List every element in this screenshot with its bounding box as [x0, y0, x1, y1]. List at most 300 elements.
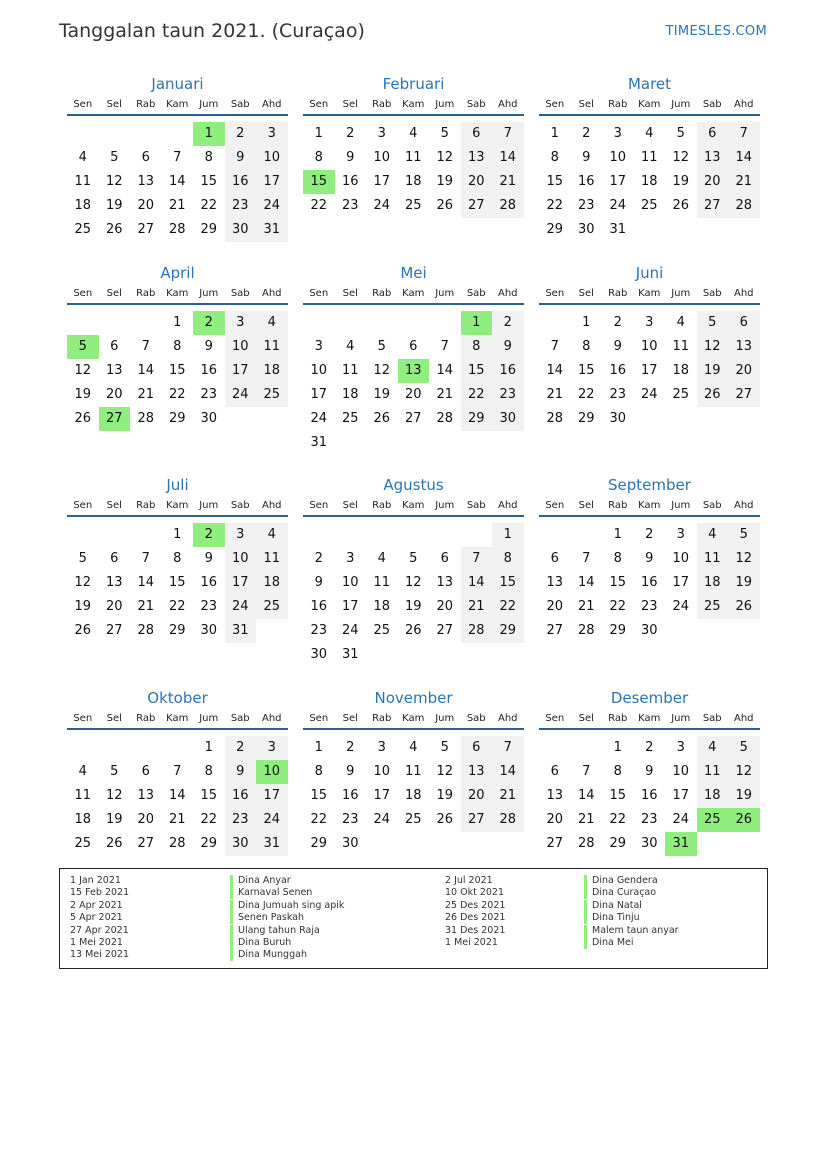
weekday-label: Ahd: [261, 99, 282, 110]
month-title: Desember: [610, 689, 689, 707]
day-cell: 23: [231, 812, 249, 827]
holiday-day-cell: 25: [697, 808, 729, 832]
day-cell: 24: [672, 812, 690, 827]
weekday-header: [67, 712, 288, 730]
day-cell: 28: [168, 836, 186, 851]
weekday-header: [539, 712, 760, 730]
day-cell: 3: [377, 126, 386, 141]
legend-date: 1 Mei 2021: [445, 937, 498, 948]
day-cell: 15: [546, 174, 564, 189]
day-cell: 7: [173, 764, 182, 779]
day-cell: 18: [74, 812, 92, 827]
day-cell: 28: [499, 812, 517, 827]
day-cell: 10: [341, 575, 359, 590]
day-cell: 21: [168, 198, 186, 213]
day-cell: 16: [200, 363, 218, 378]
weekday-label: Sel: [578, 288, 594, 299]
legend-date: 31 Des 2021: [445, 924, 506, 936]
day-cell: 20: [436, 599, 454, 614]
day-cell: 30: [640, 623, 658, 638]
day-cell: 9: [236, 150, 245, 165]
weekday-header: [539, 98, 760, 116]
weekday-label: Jum: [199, 500, 219, 511]
day-cell: 26: [105, 836, 123, 851]
day-cell: 11: [74, 788, 92, 803]
month-februari: [303, 74, 524, 214]
legend-date: 13 Mei 2021: [70, 949, 129, 961]
day-cell: 23: [341, 812, 359, 827]
day-cell: 22: [200, 812, 218, 827]
day-cell: 11: [373, 575, 391, 590]
day-cell: 3: [267, 126, 276, 141]
day-cell: 15: [609, 788, 627, 803]
month-desember: [539, 688, 760, 852]
day-cell: 28: [735, 198, 753, 213]
day-cell: 24: [263, 198, 281, 213]
day-cell: 6: [409, 339, 418, 354]
day-cell: 10: [373, 150, 391, 165]
day-cell: 6: [141, 150, 150, 165]
legend-date: 15 Feb 2021: [70, 887, 130, 899]
day-cell: 7: [440, 339, 449, 354]
weekday-label: Jum: [671, 99, 691, 110]
site-link[interactable]: TIMESLES.COM: [665, 24, 767, 39]
day-cell: 2: [503, 315, 512, 330]
day-cell: 26: [672, 198, 690, 213]
weekday-label: Ahd: [733, 500, 754, 511]
day-cell: 30: [231, 836, 249, 851]
month-november: [303, 688, 524, 852]
day-cell: 7: [472, 551, 481, 566]
legend-holiday-name: Ulang tahun Raja: [230, 925, 320, 937]
day-cell: 26: [74, 623, 92, 638]
day-cell: 12: [105, 788, 123, 803]
weekday-label: Kam: [166, 99, 189, 110]
day-cell: 23: [640, 812, 658, 827]
legend-date: 5 Apr 2021: [70, 912, 123, 924]
weekday-label: Sen: [309, 500, 329, 511]
weekday-label: Ahd: [261, 500, 282, 511]
weekday-label: Sel: [342, 713, 358, 724]
month-juni: [539, 263, 760, 427]
day-cell: 20: [546, 812, 564, 827]
day-cell: 17: [263, 788, 281, 803]
weekday-label: Rab: [372, 288, 392, 299]
day-cell: 13: [105, 363, 123, 378]
day-cell: 6: [472, 740, 481, 755]
day-cell: 15: [467, 363, 485, 378]
weekday-label: Jum: [435, 288, 455, 299]
legend-date: 2 Apr 2021: [70, 899, 123, 911]
day-cell: 3: [676, 740, 685, 755]
legend-holiday-name: Dina Jumuah sing apik: [230, 900, 344, 912]
weekday-label: Sel: [342, 288, 358, 299]
day-cell: 5: [676, 126, 685, 141]
weekday-label: Kam: [402, 288, 425, 299]
day-cell: 24: [263, 812, 281, 827]
weekday-label: Sen: [73, 288, 93, 299]
day-cell: 7: [582, 551, 591, 566]
weekday-label: Sab: [702, 713, 722, 724]
day-cell: 14: [168, 788, 186, 803]
day-cell: 19: [735, 575, 753, 590]
day-cell: 23: [231, 198, 249, 213]
day-cell: 5: [110, 764, 119, 779]
day-cell: 9: [236, 764, 245, 779]
weekday-label: Sab: [230, 99, 250, 110]
day-cell: 31: [263, 222, 281, 237]
day-cell: 20: [703, 174, 721, 189]
day-cell: 26: [404, 623, 422, 638]
day-cell: 8: [550, 150, 559, 165]
day-cell: 13: [546, 788, 564, 803]
legend-date: 10 Okt 2021: [445, 887, 505, 899]
weekday-label: Kam: [638, 500, 661, 511]
day-cell: 20: [137, 812, 155, 827]
weekday-label: Sab: [702, 500, 722, 511]
day-cell: 21: [735, 174, 753, 189]
day-cell: 30: [231, 222, 249, 237]
day-cell: 5: [78, 551, 87, 566]
month-title: Maret: [627, 75, 672, 93]
day-cell: 9: [613, 339, 622, 354]
day-cell: 21: [577, 812, 595, 827]
day-cell: 29: [546, 222, 564, 237]
day-cell: 11: [74, 174, 92, 189]
day-cell: 29: [200, 222, 218, 237]
weekday-label: Kam: [166, 500, 189, 511]
weekday-header: [303, 98, 524, 116]
day-cell: 25: [263, 387, 281, 402]
day-cell: 30: [577, 222, 595, 237]
day-cell: 20: [546, 599, 564, 614]
day-cell: 8: [503, 551, 512, 566]
day-cell: 18: [703, 575, 721, 590]
legend-holiday-name: Karnaval Senen: [230, 887, 312, 899]
day-cell: 4: [409, 126, 418, 141]
day-cell: 21: [546, 387, 564, 402]
weekday-label: Ahd: [497, 99, 518, 110]
day-cell: 16: [341, 174, 359, 189]
day-cell: 29: [200, 836, 218, 851]
legend-date: 26 Des 2021: [445, 912, 506, 924]
day-cell: 18: [703, 788, 721, 803]
holiday-day-cell: 2: [193, 311, 225, 335]
day-cell: 25: [404, 198, 422, 213]
month-title: April: [160, 264, 195, 282]
weekday-label: Sab: [466, 500, 486, 511]
day-cell: 17: [672, 575, 690, 590]
day-cell: 29: [467, 411, 485, 426]
day-cell: 17: [231, 575, 249, 590]
day-cell: 4: [708, 740, 717, 755]
day-cell: 3: [267, 740, 276, 755]
weekday-label: Sen: [545, 713, 565, 724]
day-cell: 21: [436, 387, 454, 402]
day-cell: 16: [640, 788, 658, 803]
day-cell: 19: [105, 812, 123, 827]
day-cell: 29: [310, 836, 328, 851]
day-cell: 14: [137, 575, 155, 590]
holiday-legend: [59, 868, 768, 969]
day-cell: 28: [546, 411, 564, 426]
weekday-label: Sen: [545, 288, 565, 299]
day-cell: 30: [609, 411, 627, 426]
weekday-label: Sel: [578, 99, 594, 110]
day-cell: 19: [105, 198, 123, 213]
day-cell: 30: [200, 623, 218, 638]
day-cell: 7: [739, 126, 748, 141]
day-cell: 12: [105, 174, 123, 189]
day-cell: 21: [168, 812, 186, 827]
day-cell: 28: [467, 623, 485, 638]
day-cell: 23: [200, 599, 218, 614]
day-cell: 8: [173, 339, 182, 354]
day-cell: 28: [577, 836, 595, 851]
legend-holiday-name: Dina Gendera: [584, 875, 658, 887]
legend-holiday-name: Dina Munggah: [230, 949, 307, 961]
weekday-label: Jum: [671, 288, 691, 299]
day-cell: 17: [609, 174, 627, 189]
day-cell: 30: [200, 411, 218, 426]
day-cell: 7: [141, 339, 150, 354]
day-cell: 31: [609, 222, 627, 237]
day-cell: 16: [640, 575, 658, 590]
day-cell: 27: [467, 198, 485, 213]
day-cell: 12: [436, 150, 454, 165]
holiday-day-cell: 26: [728, 808, 760, 832]
day-cell: 31: [341, 647, 359, 662]
weekday-label: Sab: [702, 99, 722, 110]
day-cell: 22: [467, 387, 485, 402]
day-cell: 22: [310, 198, 328, 213]
day-cell: 21: [577, 599, 595, 614]
day-cell: 25: [672, 387, 690, 402]
day-grid: [539, 116, 760, 238]
day-cell: 2: [613, 315, 622, 330]
day-cell: 22: [609, 812, 627, 827]
day-cell: 28: [436, 411, 454, 426]
day-cell: 17: [373, 174, 391, 189]
day-cell: 23: [499, 387, 517, 402]
day-cell: 16: [577, 174, 595, 189]
day-cell: 7: [550, 339, 559, 354]
day-cell: 17: [373, 788, 391, 803]
legend-date: 27 Apr 2021: [70, 924, 129, 936]
day-cell: 12: [373, 363, 391, 378]
day-cell: 5: [739, 527, 748, 542]
day-cell: 4: [267, 315, 276, 330]
day-cell: 24: [231, 387, 249, 402]
weekday-label: Sel: [342, 99, 358, 110]
day-cell: 26: [105, 222, 123, 237]
day-cell: 3: [314, 339, 323, 354]
day-cell: 27: [703, 198, 721, 213]
weekday-label: Jum: [671, 713, 691, 724]
day-cell: 9: [582, 150, 591, 165]
day-cell: 9: [204, 551, 213, 566]
month-juli: [67, 475, 288, 639]
weekday-header: [303, 499, 524, 517]
weekday-label: Sel: [106, 288, 122, 299]
day-cell: 26: [74, 411, 92, 426]
weekday-header: [539, 287, 760, 305]
day-cell: 12: [703, 339, 721, 354]
day-cell: 8: [582, 339, 591, 354]
day-cell: 19: [436, 788, 454, 803]
day-cell: 27: [137, 836, 155, 851]
month-oktober: [67, 688, 288, 852]
day-cell: 8: [613, 551, 622, 566]
day-cell: 26: [735, 599, 753, 614]
day-grid: [539, 517, 760, 639]
day-cell: 12: [436, 764, 454, 779]
day-cell: 26: [436, 198, 454, 213]
day-cell: 15: [499, 575, 517, 590]
day-cell: 11: [640, 150, 658, 165]
day-cell: 11: [703, 551, 721, 566]
day-cell: 14: [499, 764, 517, 779]
weekday-label: Ahd: [733, 288, 754, 299]
day-cell: 24: [341, 623, 359, 638]
day-cell: 20: [105, 599, 123, 614]
day-grid: [303, 305, 524, 451]
weekday-label: Sel: [106, 713, 122, 724]
day-cell: 10: [310, 363, 328, 378]
day-cell: 17: [310, 387, 328, 402]
day-cell: 7: [582, 764, 591, 779]
day-cell: 10: [609, 150, 627, 165]
day-cell: 18: [341, 387, 359, 402]
day-cell: 20: [404, 387, 422, 402]
day-cell: 9: [346, 150, 355, 165]
day-cell: 16: [200, 575, 218, 590]
weekday-label: Rab: [136, 288, 156, 299]
day-cell: 22: [168, 387, 186, 402]
day-cell: 13: [137, 788, 155, 803]
weekday-label: Rab: [372, 713, 392, 724]
day-cell: 19: [74, 599, 92, 614]
weekday-label: Jum: [199, 99, 219, 110]
day-cell: 19: [74, 387, 92, 402]
day-cell: 25: [404, 812, 422, 827]
holiday-day-cell: 13: [398, 359, 430, 383]
day-cell: 9: [645, 551, 654, 566]
day-cell: 1: [173, 315, 182, 330]
day-cell: 28: [577, 623, 595, 638]
weekday-label: Sab: [230, 713, 250, 724]
weekday-label: Rab: [372, 500, 392, 511]
weekday-label: Kam: [402, 713, 425, 724]
month-januari: [67, 74, 288, 238]
day-cell: 14: [577, 788, 595, 803]
day-cell: 17: [341, 599, 359, 614]
weekday-header: [539, 499, 760, 517]
day-cell: 29: [577, 411, 595, 426]
day-cell: 1: [204, 740, 213, 755]
weekday-label: Sen: [73, 99, 93, 110]
weekday-label: Ahd: [733, 99, 754, 110]
day-cell: 10: [231, 551, 249, 566]
weekday-header: [303, 287, 524, 305]
page-title: Tanggalan taun 2021. (Curaçao): [59, 20, 365, 42]
day-cell: 28: [499, 198, 517, 213]
weekday-label: Ahd: [497, 500, 518, 511]
day-cell: 5: [708, 315, 717, 330]
day-cell: 28: [137, 411, 155, 426]
day-cell: 6: [110, 339, 119, 354]
day-cell: 22: [577, 387, 595, 402]
weekday-label: Kam: [166, 713, 189, 724]
legend-holiday-name: Malem taun anyar: [584, 925, 679, 937]
day-cell: 22: [609, 599, 627, 614]
day-cell: 13: [703, 150, 721, 165]
day-cell: 5: [377, 339, 386, 354]
month-title: Juni: [635, 264, 664, 282]
weekday-header: [67, 499, 288, 517]
day-cell: 2: [582, 126, 591, 141]
day-cell: 11: [404, 150, 422, 165]
month-mei: [303, 263, 524, 451]
day-cell: 4: [78, 764, 87, 779]
weekday-label: Jum: [435, 500, 455, 511]
day-cell: 24: [640, 387, 658, 402]
day-grid: [67, 116, 288, 238]
day-cell: 24: [373, 198, 391, 213]
weekday-label: Rab: [608, 713, 628, 724]
day-cell: 16: [609, 363, 627, 378]
day-cell: 5: [409, 551, 418, 566]
day-cell: 30: [640, 836, 658, 851]
day-cell: 22: [200, 198, 218, 213]
day-cell: 18: [404, 174, 422, 189]
day-cell: 8: [314, 150, 323, 165]
day-cell: 13: [546, 575, 564, 590]
day-cell: 9: [346, 764, 355, 779]
weekday-label: Sel: [578, 713, 594, 724]
day-cell: 6: [708, 126, 717, 141]
day-cell: 14: [467, 575, 485, 590]
day-cell: 28: [168, 222, 186, 237]
weekday-label: Ahd: [261, 713, 282, 724]
day-cell: 6: [440, 551, 449, 566]
day-cell: 3: [236, 527, 245, 542]
day-cell: 2: [314, 551, 323, 566]
month-agustus: [303, 475, 524, 663]
day-cell: 8: [173, 551, 182, 566]
day-cell: 2: [236, 126, 245, 141]
day-cell: 7: [173, 150, 182, 165]
weekday-label: Sab: [466, 713, 486, 724]
weekday-label: Sen: [73, 713, 93, 724]
day-cell: 25: [703, 599, 721, 614]
day-cell: 22: [546, 198, 564, 213]
day-cell: 5: [739, 740, 748, 755]
day-cell: 10: [263, 150, 281, 165]
weekday-label: Sel: [106, 500, 122, 511]
day-cell: 29: [609, 836, 627, 851]
weekday-label: Jum: [199, 288, 219, 299]
day-cell: 23: [310, 623, 328, 638]
weekday-label: Ahd: [733, 713, 754, 724]
day-cell: 10: [672, 551, 690, 566]
day-cell: 4: [676, 315, 685, 330]
weekday-label: Kam: [638, 288, 661, 299]
day-cell: 14: [168, 174, 186, 189]
day-cell: 12: [735, 551, 753, 566]
day-cell: 4: [346, 339, 355, 354]
day-cell: 27: [404, 411, 422, 426]
